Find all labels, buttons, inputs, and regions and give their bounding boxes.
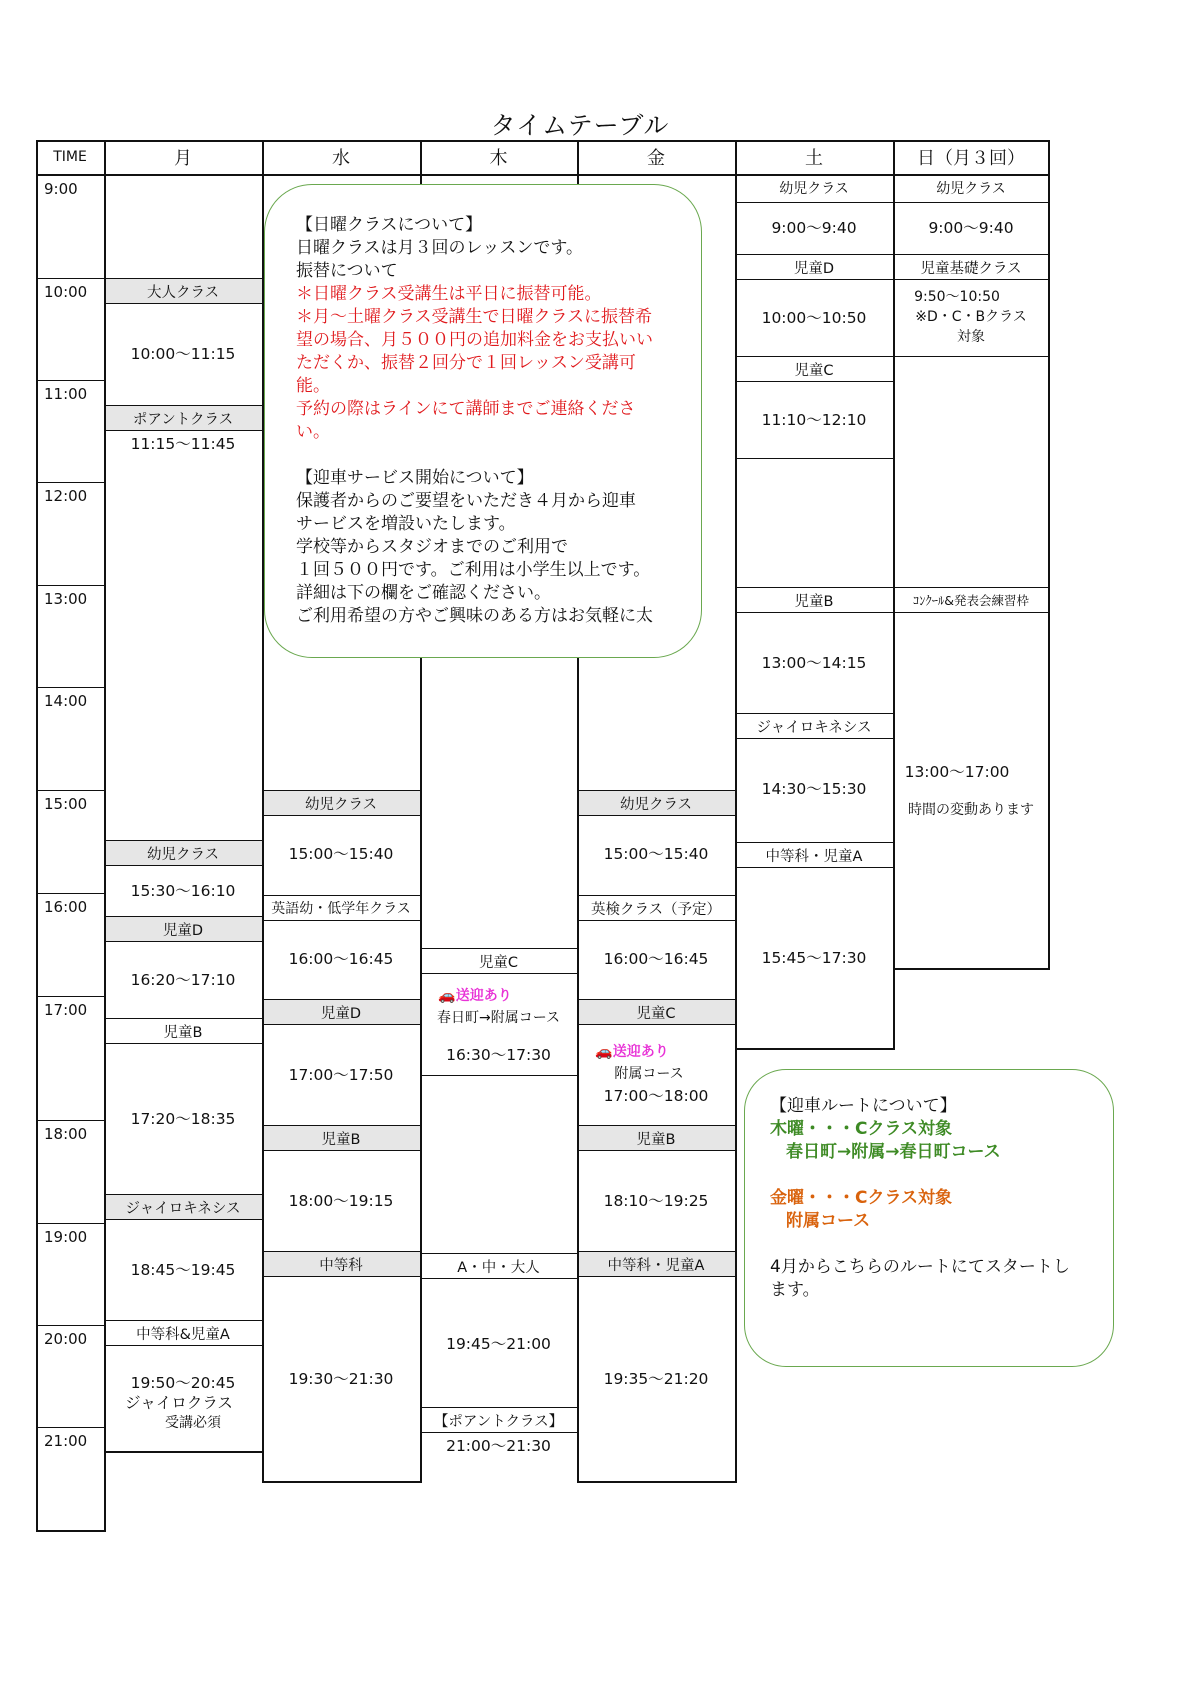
- grid-line: [36, 1427, 106, 1428]
- grid-line: [36, 174, 1050, 176]
- monday-class-label: 大人クラス: [104, 278, 262, 304]
- monday-class-note: ジャイロクラス: [125, 1393, 233, 1412]
- friday-class-time: 16:00〜16:45: [603, 949, 709, 968]
- sunday-class-time: 13:00〜17:00: [904, 762, 1010, 781]
- friday-class-time: 15:00〜15:40: [603, 844, 709, 863]
- grid-line: [36, 790, 106, 791]
- page-title: タイムテーブル: [490, 111, 670, 140]
- car-icon: 🚗: [438, 987, 456, 1004]
- monday-class-label: ジャイロキネシス: [104, 1194, 262, 1220]
- time-label: 9:00: [44, 180, 78, 198]
- time-label: 13:00: [44, 590, 88, 608]
- notice-line: １回５００円です。ご利用は小学生以上です。: [296, 560, 651, 580]
- monday-class-time: 18:45〜19:45: [130, 1260, 236, 1279]
- grid-line: [104, 140, 106, 1532]
- grid-line: [36, 278, 106, 279]
- grid-line: [36, 1530, 106, 1532]
- notice-line: 詳細は下の欄をご確認ください。: [296, 583, 551, 603]
- header-time: TIME: [53, 149, 87, 165]
- monday-class-time: 16:20〜17:10: [130, 970, 236, 989]
- grid-line: [735, 202, 1049, 203]
- monday-class-label: 幼児クラス: [104, 840, 262, 866]
- grid-line: [36, 1120, 106, 1121]
- notice-line: ただくか、振替２回分で１回レッスン受講可: [296, 353, 636, 373]
- sunday-class-label: ｺﾝｸｰﾙ&発表会練習枠: [893, 587, 1049, 613]
- wednesday-class-time: 18:00〜19:15: [288, 1191, 394, 1210]
- header-monday: 月: [174, 148, 192, 169]
- time-label: 15:00: [44, 795, 88, 813]
- time-label: 10:00: [44, 283, 88, 301]
- friday-class-label: 幼児クラス: [577, 790, 735, 816]
- monday-class-label: ポアントクラス: [104, 405, 262, 431]
- monday-class-label: 児童B: [104, 1018, 262, 1044]
- grid-line: [104, 1018, 262, 1019]
- monday-class-note: 受講必須: [165, 1414, 221, 1431]
- friday-route-text: 附属コース: [614, 1065, 684, 1082]
- notice-line: 保護者からのご要望をいただき４月から迎車: [296, 491, 636, 511]
- notice-line: い。: [296, 422, 330, 442]
- notice-line: サービスを増設いたします。: [296, 514, 516, 534]
- route-title: 【迎車ルートについて】: [770, 1096, 957, 1116]
- grid-line: [36, 585, 106, 586]
- sunday-class-label: 児童基礎クラス: [893, 254, 1049, 280]
- saturday-class-label: ジャイロキネシス: [735, 713, 893, 739]
- sunday-class-note: 対象: [957, 328, 985, 345]
- notice-line: 【日曜クラスについて】: [296, 215, 483, 235]
- notice-line: 振替について: [296, 261, 398, 281]
- grid-line: [36, 687, 106, 688]
- route-friday-course: 附属コース: [786, 1211, 871, 1231]
- thursday-class-time: 21:00〜21:30: [446, 1436, 551, 1455]
- notice-line: ご利用希望の方やご興味のある方はお気軽に太: [296, 606, 653, 626]
- thursday-class-label: A・中・大人: [420, 1253, 577, 1279]
- wednesday-class-time: 16:00〜16:45: [288, 949, 394, 968]
- friday-pickup-text: 送迎あり: [612, 1043, 669, 1060]
- header-sunday: 日（月３回）: [917, 148, 1025, 169]
- wednesday-class-label: 児童B: [262, 1125, 420, 1151]
- route-thursday-course: 春日町→附属→春日町コース: [786, 1142, 1001, 1162]
- sunday-class-time: 9:50〜10:50: [914, 288, 1000, 305]
- time-label: 14:00: [44, 692, 88, 710]
- route-footer: 4月からこちらのルートにてスタートし: [770, 1257, 1070, 1277]
- route-friday: 金曜・・・Cクラス対象: [770, 1188, 952, 1208]
- grid-line: [262, 1481, 422, 1483]
- monday-class-time: 17:20〜18:35: [130, 1109, 236, 1128]
- grid-line: [36, 1223, 106, 1224]
- grid-line: [36, 140, 1050, 142]
- thursday-pickup-text: 送迎あり: [455, 987, 512, 1004]
- wednesday-class-time: 19:30〜21:30: [288, 1369, 394, 1388]
- sunday-class-note: ※D・C・Bクラス: [915, 308, 1027, 325]
- wednesday-class-time: 17:00〜17:50: [288, 1065, 394, 1084]
- notice-line: 予約の際はラインにて講師までご連絡くださ: [296, 399, 636, 419]
- grid-line: [36, 140, 38, 1532]
- notice-line: 望の場合、月５００円の追加料金をお支払いい: [296, 330, 653, 350]
- thursday-class-time: 19:45〜21:00: [446, 1334, 551, 1353]
- sunday-class-note: 時間の変動あります: [908, 801, 1034, 818]
- friday-class-label: 児童B: [577, 1125, 735, 1151]
- saturday-class-label: 児童C: [735, 356, 893, 382]
- saturday-class-time: 14:30〜15:30: [761, 779, 867, 798]
- notice-line: 能。: [296, 376, 330, 396]
- header-thursday: 木: [489, 148, 508, 169]
- saturday-class-label: 児童B: [735, 587, 893, 613]
- route-thursday: 木曜・・・Cクラス対象: [770, 1119, 952, 1139]
- time-label: 21:00: [44, 1432, 88, 1450]
- friday-class-label: 中等科・児童A: [577, 1251, 735, 1277]
- header-wednesday: 水: [332, 148, 350, 169]
- grid-line: [36, 996, 106, 997]
- notice-line: 学校等からスタジオまでのご利用で: [296, 537, 568, 557]
- saturday-class-label: 幼児クラス: [779, 180, 849, 197]
- saturday-class-time: 11:10〜12:10: [761, 410, 867, 429]
- sunday-class-time: 9:00〜9:40: [928, 218, 1014, 237]
- wednesday-class-label: 英語幼・低学年クラス: [262, 895, 420, 921]
- wednesday-class-label: 幼児クラス: [262, 790, 420, 816]
- time-label: 11:00: [44, 385, 88, 403]
- saturday-class-time: 10:00〜10:50: [761, 308, 867, 327]
- wednesday-class-time: 15:00〜15:40: [288, 844, 394, 863]
- monday-class-time: 15:30〜16:10: [130, 881, 236, 900]
- saturday-class-label: 中等科・児童A: [735, 842, 893, 868]
- saturday-class-time: 9:00〜9:40: [771, 218, 857, 237]
- grid-line: [893, 356, 1049, 357]
- saturday-class-time: 15:45〜17:30: [761, 948, 867, 967]
- grid-line: [1048, 140, 1050, 970]
- header-friday: 金: [647, 148, 665, 169]
- grid-line: [893, 140, 895, 1048]
- grid-line: [36, 482, 106, 483]
- wednesday-class-label: 児童D: [262, 999, 420, 1025]
- grid-line: [104, 1451, 262, 1453]
- friday-class-time: 19:35〜21:20: [603, 1369, 709, 1388]
- monday-class-label: 中等科&児童A: [104, 1320, 262, 1346]
- time-label: 20:00: [44, 1330, 88, 1348]
- time-label: 17:00: [44, 1001, 88, 1019]
- thursday-route-text: 春日町→附属コース: [436, 1009, 561, 1026]
- grid-line: [735, 140, 737, 1483]
- friday-class-time: 17:00〜18:00: [603, 1086, 709, 1105]
- thursday-class-label: 【ポアントクラス】: [420, 1407, 577, 1433]
- notice-line: 【迎車サービス開始について】: [296, 468, 534, 488]
- monday-class-time: 11:15〜11:45: [130, 434, 236, 453]
- header-saturday: 土: [805, 148, 823, 169]
- wednesday-class-label: 中等科: [262, 1251, 420, 1277]
- time-label: 12:00: [44, 487, 88, 505]
- time-label: 19:00: [44, 1228, 88, 1246]
- monday-class-time: 19:50〜20:45: [130, 1373, 236, 1392]
- notice-line: ＊月〜土曜クラス受講生で日曜クラスに振替希: [296, 307, 652, 327]
- grid-line: [36, 380, 106, 381]
- grid-line: [735, 1048, 895, 1050]
- grid-line: [735, 458, 893, 459]
- grid-line: [36, 1325, 106, 1326]
- time-label: 18:00: [44, 1125, 88, 1143]
- grid-line: [420, 1075, 577, 1076]
- thursday-class-label: 児童C: [420, 948, 577, 974]
- grid-line: [577, 1481, 737, 1483]
- grid-line: [36, 893, 106, 894]
- saturday-class-time: 13:00〜14:15: [761, 653, 867, 672]
- grid-line: [893, 968, 1050, 970]
- time-label: 16:00: [44, 898, 88, 916]
- thursday-class-time: 16:30〜17:30: [446, 1045, 551, 1064]
- friday-class-time: 18:10〜19:25: [603, 1191, 709, 1210]
- saturday-class-label: 児童D: [735, 254, 893, 280]
- notice-line: 日曜クラスは月３回のレッスンです。: [296, 238, 583, 258]
- friday-class-label: 英検クラス（予定）: [577, 895, 735, 921]
- friday-class-label: 児童C: [577, 999, 735, 1025]
- monday-class-label: 児童D: [104, 916, 262, 942]
- route-footer: ます。: [770, 1280, 820, 1300]
- notice-line: ＊日曜クラス受講生は平日に振替可能。: [296, 284, 602, 304]
- sunday-class-label: 幼児クラス: [936, 180, 1006, 197]
- monday-class-time: 10:00〜11:15: [130, 344, 236, 363]
- car-icon: 🚗: [595, 1043, 613, 1060]
